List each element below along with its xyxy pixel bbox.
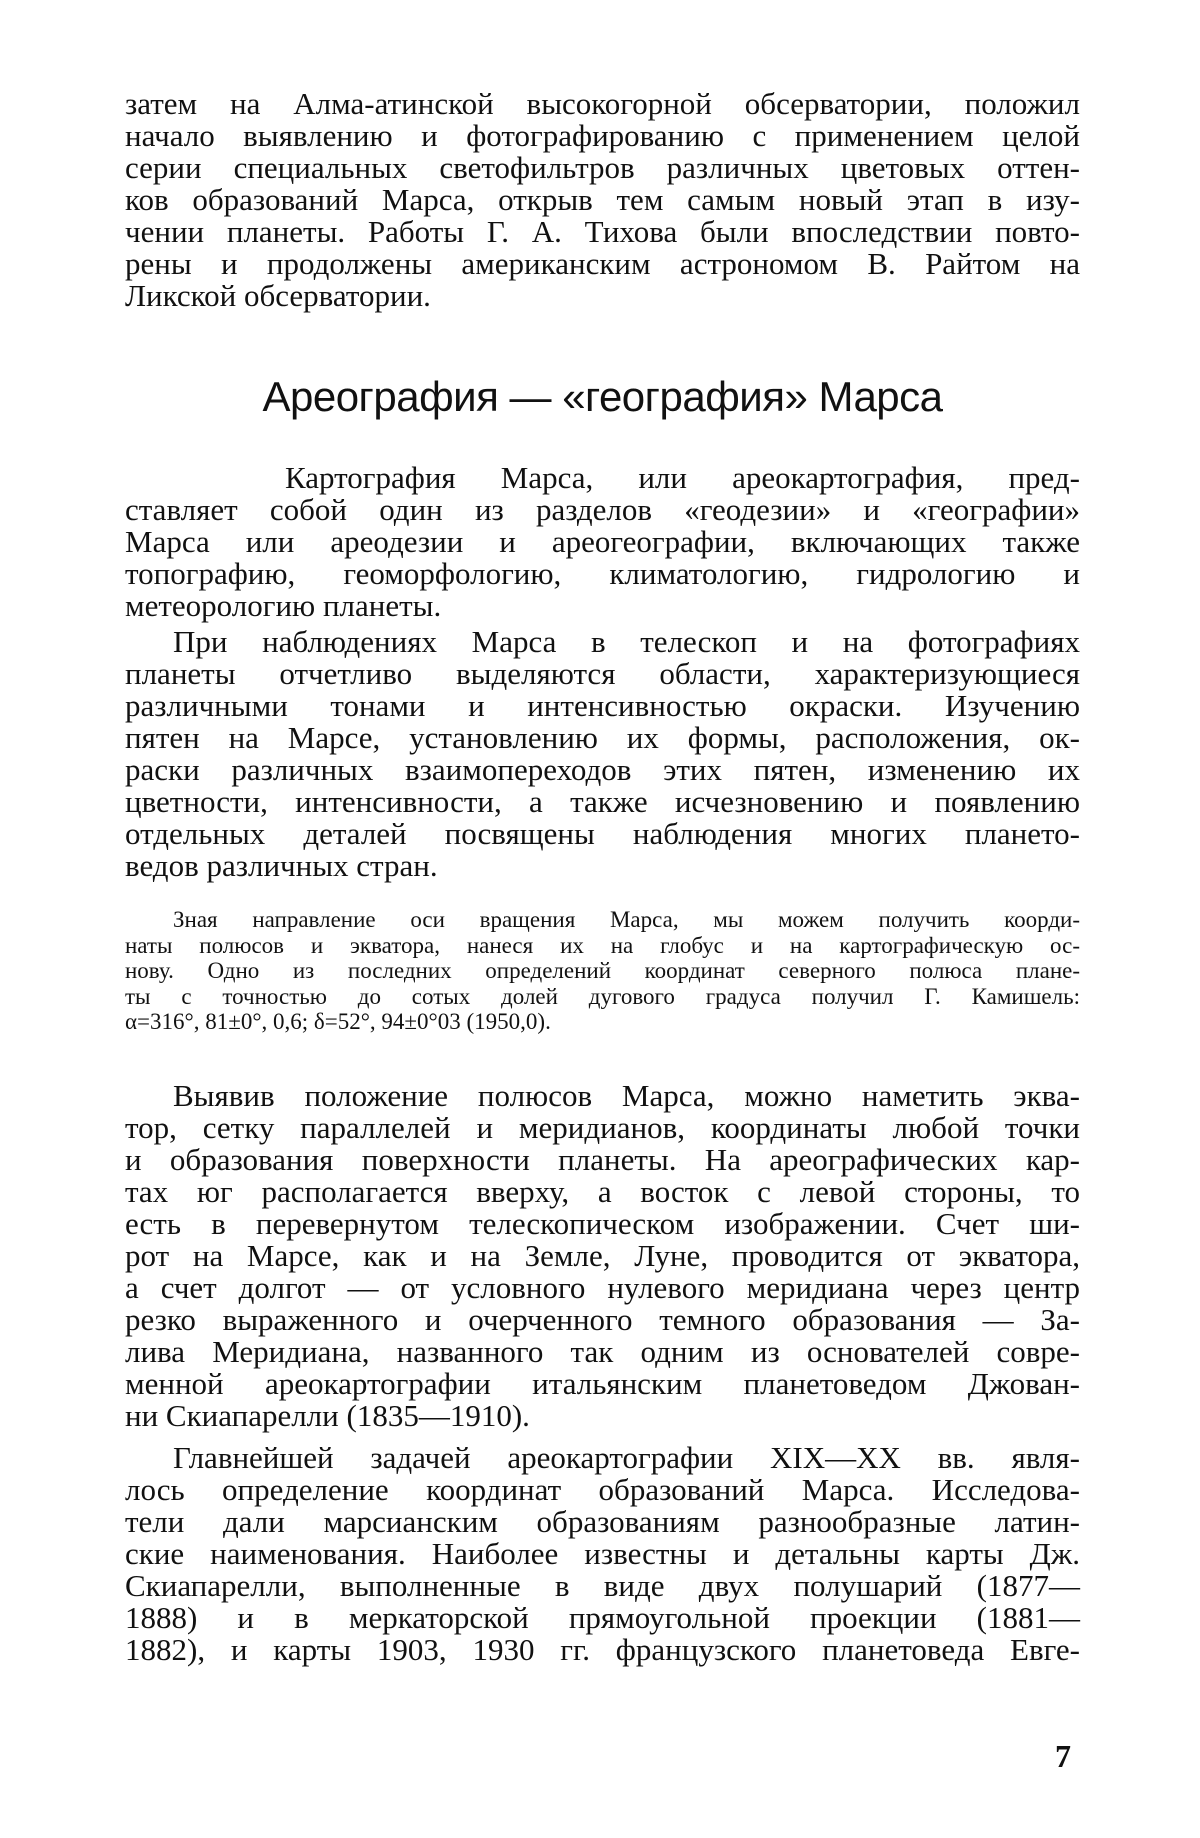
paragraph-observations [125,626,1080,882]
text-line: менной ареокартографии итальянским планетоведом Джован- [125,1366,1080,1401]
text-line: Выявив положение полюсов Марса, можно наметить эква- [173,1078,1080,1113]
text-line: затем на Алма-атинской высокогорной обсерватории, положил [125,86,1080,121]
text-line: наты полюсов и экватора, нанеся их на глобус и на картографическую ос- [125,932,1080,958]
text-line: Главнейшей задачей ареокартографии XIX—XX вв. явля- [173,1440,1080,1475]
text-line: 1888) и в меркаторской прямоугольной проекции (1881— [125,1600,1080,1635]
text-line: тах юг располагается вверху, а восток с левой стороны, то [125,1174,1080,1209]
text-line: рены и продолжены американским астрономом В. Райтом на [125,246,1080,281]
text-line: отдельных деталей посвящены наблюдения многих плането- [125,816,1080,851]
text-line: Скиапарелли, выполненные в виде двух полушарий (1877— [125,1568,1080,1603]
text-line: чении планеты. Работы Г. А. Тихова были впоследствии повто- [125,214,1080,249]
text-line: Картография Марса, или ареокартография, пред- [285,460,1080,495]
text-line: Ликской обсерватории. [125,278,431,313]
text-line: ведов различных стран. [125,848,438,883]
text-line: и образования поверхности планеты. На ареографических кар- [125,1142,1080,1177]
text-line: лось определение координат образований Марса. Исследова- [125,1472,1080,1507]
text-line: ни Скиапарелли (1835—1910). [125,1398,530,1433]
text-line: ты с точностью до сотых долей дугового градуса получил Г. Камишель: [125,983,1080,1009]
text-line: Зная направление оси вращения Марса, мы можем получить коорди- [173,907,1080,932]
text-line: рот на Марсе, как и на Земле, Луне, проводится от экватора, [125,1238,1080,1273]
paragraph-cartography [125,462,1080,622]
text-line: тели дали марсианским образованиям разнообразные латин- [125,1504,1080,1539]
text-line: При наблюдениях Марса в телескоп и на фотографиях [173,624,1080,659]
text-line: ков образований Марса, открыв тем самым новый этап в изу- [125,182,1080,217]
text-line: лива Меридиана, названного так одним из основателей совре- [125,1334,1080,1369]
text-line: начало выявлению и фотографированию с применением целой [125,118,1080,153]
page-number: 7 [1055,1738,1071,1774]
text-line: нову. Одно из последних определений координат северного полюса плане- [125,958,1080,983]
paragraph-areocartography [125,1442,1080,1666]
text-line: серии специальных светофильтров различных цветовых оттен- [125,150,1080,185]
text-line: метеорологию планеты. [125,588,442,623]
text-line: α=316°, 81±0°, 0,6; δ=52°, 94±0°03 (1950,0). [125,1009,551,1034]
text-line: пятен на Марсе, установлению их формы, расположения, ок- [125,720,1080,755]
text-line: ставляет собой один из разделов «геодезии» и «географии» [125,492,1080,527]
text-line: планеты отчетливо выделяются области, характеризующиеся [125,656,1080,691]
small-print-note [125,907,1080,1035]
text-line: цветности, интенсивности, а также исчезновению и появлению [125,784,1080,819]
section-heading: Ареография — «география» Марса [262,373,943,420]
paragraph-top [125,88,1080,312]
text-line: раски различных взаимопереходов этих пятен, изменению их [125,752,1080,787]
paragraph-coordinates [125,1080,1080,1432]
text-line: тор, сетку параллелей и меридианов, координаты любой точки [125,1110,1080,1145]
text-line: ские наименования. Наиболее известны и детальны карты Дж. [125,1536,1080,1571]
text-line: резко выраженного и очерченного темного образования — За- [125,1302,1080,1337]
text-line: Марса или ареодезии и ареогеографии, включающих также [125,524,1080,559]
text-line: топографию, геоморфологию, климатологию, гидрологию и [125,556,1080,591]
text-line: 1882), и карты 1903, 1930 гг. французского планетоведа Евге- [125,1632,1080,1667]
text-line: а счет долгот — от условного нулевого меридиана через центр [125,1270,1080,1305]
text-line: различными тонами и интенсивностью окраски. Изучению [125,688,1080,723]
text-line: есть в перевернутом телескопическом изображении. Счет ши- [125,1206,1080,1241]
